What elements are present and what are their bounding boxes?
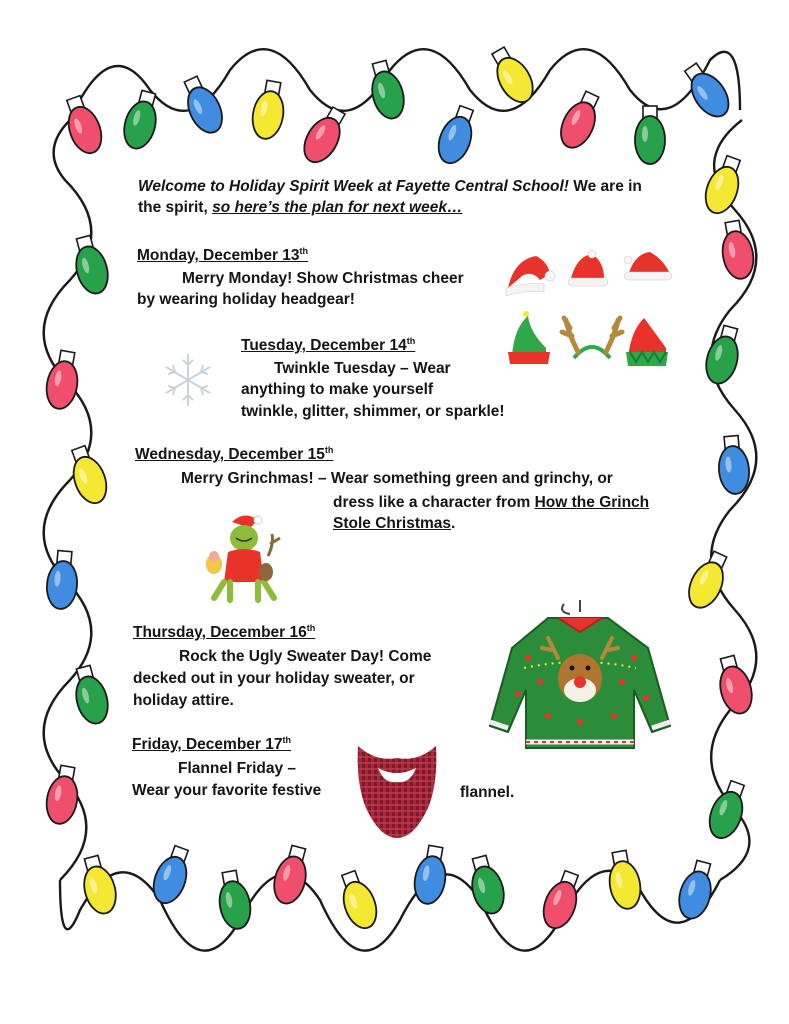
wednesday-heading <box>135 444 333 465</box>
tuesday-heading-text: Tuesday, December 14 <box>241 337 407 354</box>
light-bulb-icon <box>365 58 409 122</box>
light-bulb-icon <box>297 103 352 168</box>
grinch-icon <box>200 508 290 608</box>
intro-line-1 <box>138 176 642 197</box>
wednesday-heading-sup: th <box>324 444 334 455</box>
tuesday-heading-sup: th <box>406 335 416 346</box>
thursday-line-1: Rock the Ugly Sweater Day! Come <box>179 648 432 665</box>
tuesday-line-2: anything to make yourself <box>241 381 434 398</box>
grinch-title-part2: Stole Christmas <box>333 515 452 532</box>
light-bulb-icon <box>682 548 734 613</box>
thursday-line-2: decked out in your holiday sweater, or <box>133 670 415 687</box>
thursday-heading-text: Thursday, December 16 <box>133 624 307 641</box>
wednesday-line-1: Merry Grinchmas! – Wear something green and grinchy, or <box>181 470 613 487</box>
light-bulb-icon <box>69 233 113 297</box>
intro-line2-start: the spirit, <box>138 199 213 216</box>
light-bulb-icon <box>604 849 644 911</box>
friday-line-2: Wear your favorite festive <box>132 782 322 799</box>
intro-line-2 <box>138 197 462 218</box>
light-bulb-icon <box>334 868 382 933</box>
friday-line-1: Flannel Friday – <box>178 760 297 777</box>
light-bulb-icon <box>411 844 451 906</box>
light-bulb-icon <box>214 869 254 931</box>
friday-heading-sup: th <box>282 734 291 745</box>
light-bulb-icon <box>717 219 757 281</box>
light-bulb-icon <box>713 653 757 717</box>
monday-heading-sup: th <box>299 245 309 256</box>
light-bulb-icon <box>538 868 586 933</box>
light-bulb-icon <box>465 853 509 917</box>
light-bulb-icon <box>554 88 606 153</box>
friday-heading-text: Friday, December 17 <box>132 736 283 753</box>
monday-heading-text: Monday, December 13 <box>137 247 300 264</box>
tuesday-heading <box>241 335 415 356</box>
light-bulb-icon <box>716 435 751 495</box>
light-bulb-icon <box>704 778 752 843</box>
wednesday-line-2 <box>333 492 649 513</box>
ugly-sweater-icon <box>488 598 672 758</box>
light-bulb-icon <box>433 103 481 168</box>
grinch-title-part1: How the Grinch <box>534 494 650 511</box>
light-bulb-icon <box>635 106 665 164</box>
intro-line1-rest: We are in <box>568 178 642 195</box>
thursday-heading <box>133 622 315 643</box>
light-bulb-icon <box>148 843 196 908</box>
wednesday-line2-start: dress like a character from <box>333 494 535 511</box>
thursday-heading-sup: th <box>306 622 316 633</box>
wednesday-heading-text: Wednesday, December 15 <box>135 446 325 463</box>
tuesday-line-1: Twinkle Tuesday – Wear <box>274 360 451 377</box>
light-bulb-icon <box>249 79 289 141</box>
holiday-hats-icon <box>500 248 680 373</box>
light-bulb-icon <box>485 43 540 108</box>
friday-heading <box>132 734 291 755</box>
tuesday-line-3: twinkle, glitter, shimmer, or sparkle! <box>241 403 505 420</box>
monday-heading <box>137 245 308 266</box>
light-bulb-icon <box>269 843 313 907</box>
light-bulb-icon <box>678 59 736 124</box>
monday-line-1: Merry Monday! Show Christmas cheer <box>182 270 464 287</box>
intro-plan: so here’s the plan for next week… <box>212 199 463 216</box>
intro-welcome: Welcome to Holiday Spirit Week at Fayette Central School! <box>138 178 569 195</box>
light-bulb-icon <box>43 764 83 826</box>
light-bulb-icon <box>701 323 745 387</box>
light-bulb-icon <box>700 153 748 218</box>
friday-line-2-end: flannel. <box>460 784 515 801</box>
wednesday-line3-end: . <box>451 515 456 532</box>
flannel-beard-icon <box>356 744 438 840</box>
monday-line-2: by wearing holiday headgear! <box>137 291 355 308</box>
snowflake-icon <box>158 350 218 410</box>
light-bulb-icon <box>77 853 121 917</box>
lights-wire <box>70 49 740 120</box>
thursday-line-3: holiday attire. <box>133 692 234 709</box>
light-bulb-icon <box>674 858 718 922</box>
light-bulb-icon <box>64 443 112 508</box>
wednesday-line-3 <box>333 513 455 534</box>
